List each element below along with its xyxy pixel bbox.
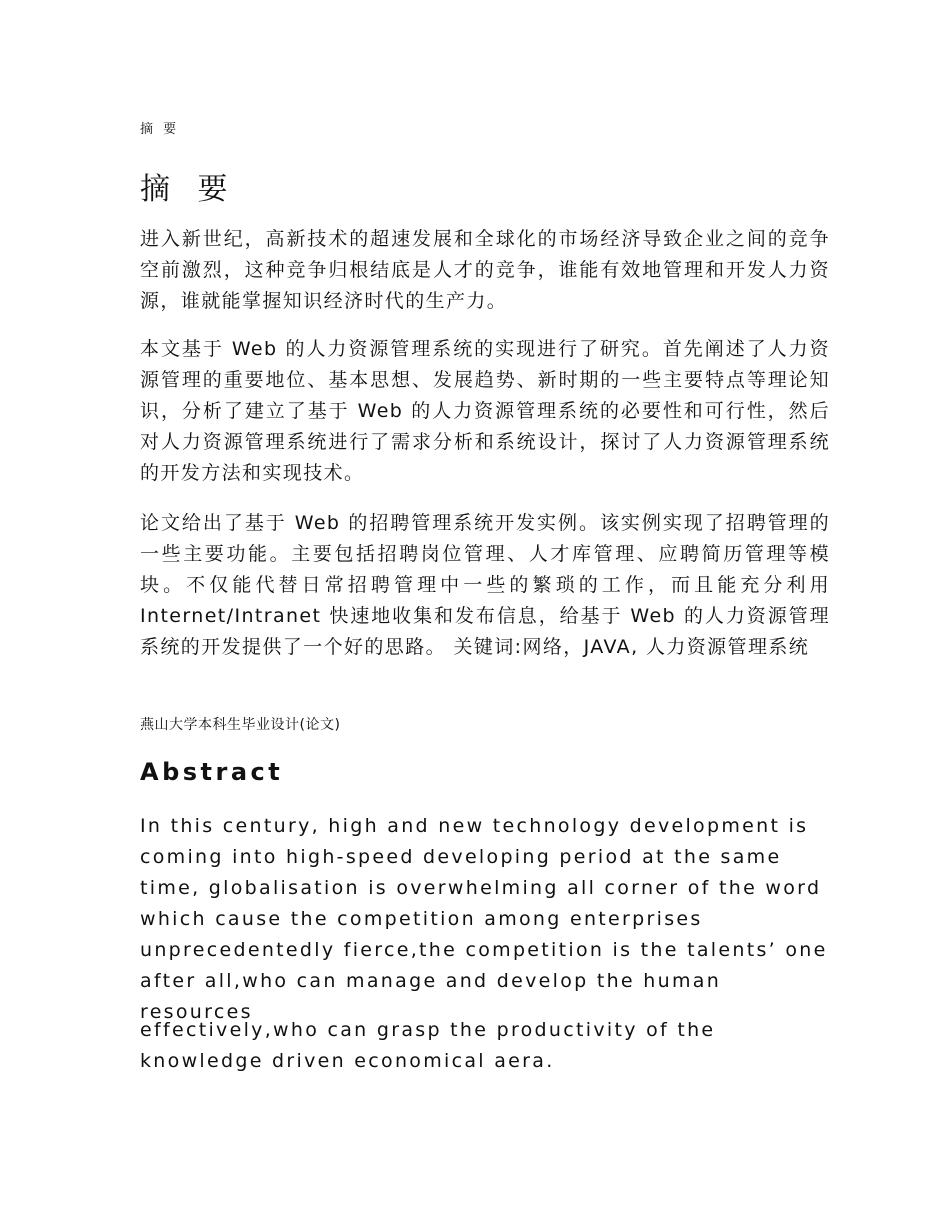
english-abstract-title: Abstract [140, 758, 284, 786]
chinese-abstract-paragraph-1: 进入新世纪，高新技术的超速发展和全球化的市场经济导致企业之间的竞争空前激烈，这种竞争归根结底是人才的竞争，谁能有效地管理和开发人力资源，谁就能掌握知识经济时代的生产力。 [140, 228, 830, 312]
chinese-abstract-title: 摘 要 [140, 172, 237, 207]
chinese-abstract-paragraph-2: 本文基于 Web 的人力资源管理系统的实现进行了研究。首先阐述了人力资源管理的重要地位、基本思想、发展趋势、新时期的一些主要特点等理论知识，分析了建立了基于 Web 的人力资源管理系统的必要性和可行性，然后对人力资源管理系统进行了需求分析和系统设计，探讨了人力资源管理系统的开发方法和实现技术。 [140, 338, 830, 484]
chinese-abstract-paragraph-3: 论文给出了基于 Web 的招聘管理系统开发实例。该实例实现了招聘管理的一些主要功能。主要包括招聘岗位管理、人才库管理、应聘简历管理等模块。不仅能代替日常招聘管理中一些的繁琐的工作，而且能充分利用 Internet/Intranet 快速地收集和发布信息，给基于 Web 的人力资源管理系统的开发提供了一个好的思路。 关键词:网络，JAVA, 人力资源管理系统 [140, 512, 830, 658]
english-abstract-paragraph-1: In this century, high and new technology development is coming into high-speed developing period at the same time, globalisation is overwhelming all corner of the word which cause the competition among enterprises unprecedentedly fierce,the competition is the talents’ one after all,who can manage and develop the human resources [140, 815, 828, 1023]
running-header: 摘 要 [140, 122, 180, 137]
thesis-section-label: 燕山大学本科生毕业设计(论文) [140, 717, 341, 733]
english-abstract-paragraph-2: effectively,who can grasp the productivity of the knowledge driven economical aera. [140, 1019, 716, 1072]
